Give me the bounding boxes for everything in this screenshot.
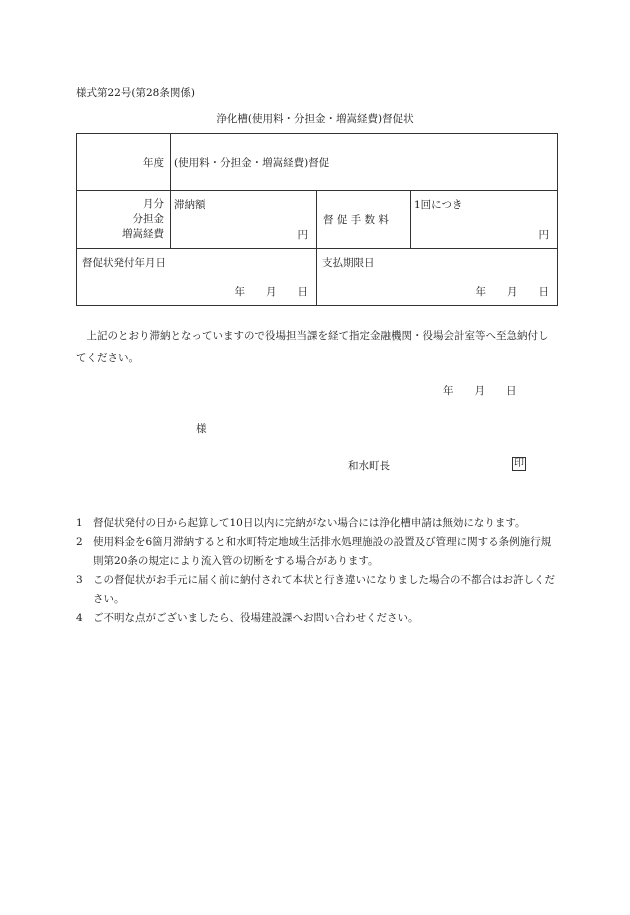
addressee-suffix: 様 (196, 423, 207, 435)
issue-date-label: 督促状発付年月日 (82, 257, 166, 269)
demand-fee-unit: 円 (538, 229, 550, 241)
sender-name: 和水町長 (348, 460, 390, 472)
note-number: 1 (76, 517, 83, 529)
demand-fee-cell (411, 191, 558, 249)
document-title: 浄化槽(使用料・分担金・増嵩経費)督促状 (216, 113, 414, 125)
notice-type-value: (使用料・分担金・増嵩経費)督促 (174, 157, 330, 169)
note-text: 使用料金を6箇月滞納すると和水町特定地域生活排水処理施設の設置及び管理に関する条例施行規則第20条の規定により流入管の切断をする場合があります。 (93, 536, 552, 567)
notes-list (76, 514, 560, 628)
additional-cost-label: 増嵩経費 (122, 228, 164, 240)
notice-date: 年 月 日 (443, 385, 517, 397)
payment-deadline-cell (317, 249, 558, 306)
issue-date-value: 年 月 日 (234, 286, 308, 298)
note-text: この督促状がお手元に届く前に納付されて本状と行き違いになりました場合の不都合はお許しください。 (93, 574, 555, 605)
note-item (76, 514, 560, 533)
charge-type-cell (77, 191, 171, 249)
body-paragraph: 上記のとおり滞納となっていますので役場担当課を経て指定金融機関・役場会計室等へ至急納付してください。 (76, 330, 549, 364)
demand-fee-label: 督 促 手 数 料 (323, 214, 389, 226)
note-text: ご不明な点がございましたら、役場建設課へお問い合わせください。 (93, 612, 419, 624)
note-item (76, 609, 560, 628)
fiscal-year-cell (77, 134, 171, 191)
contribution-label: 分担金 (132, 213, 164, 225)
note-item (76, 571, 560, 609)
note-number: 2 (76, 536, 83, 548)
form-number: 様式第22号(第28条関係) (76, 87, 195, 99)
issue-date-cell (77, 249, 317, 306)
note-text: 督促状発付の日から起算して10日以内に完納がない場合には浄化槽申請は無効になります。 (93, 517, 526, 529)
payment-deadline-label: 支払期限日 (322, 257, 375, 269)
notice-type-cell (171, 134, 558, 191)
note-number: 3 (76, 574, 83, 586)
demand-fee-label-cell (317, 191, 411, 249)
payment-deadline-value: 年 月 日 (475, 286, 550, 298)
delinquent-amount-label: 滞納額 (174, 199, 206, 211)
note-item (76, 533, 560, 571)
delinquent-amount-unit: 円 (297, 229, 308, 241)
delinquent-amount-cell (171, 191, 317, 249)
note-number: 4 (76, 612, 83, 624)
fiscal-year-label: 年度 (143, 157, 164, 169)
demand-fee-per: 1回につき (414, 199, 463, 211)
demand-notice-table (76, 133, 558, 306)
seal-mark: 印 (514, 458, 524, 469)
month-label: 月分 (143, 198, 164, 210)
